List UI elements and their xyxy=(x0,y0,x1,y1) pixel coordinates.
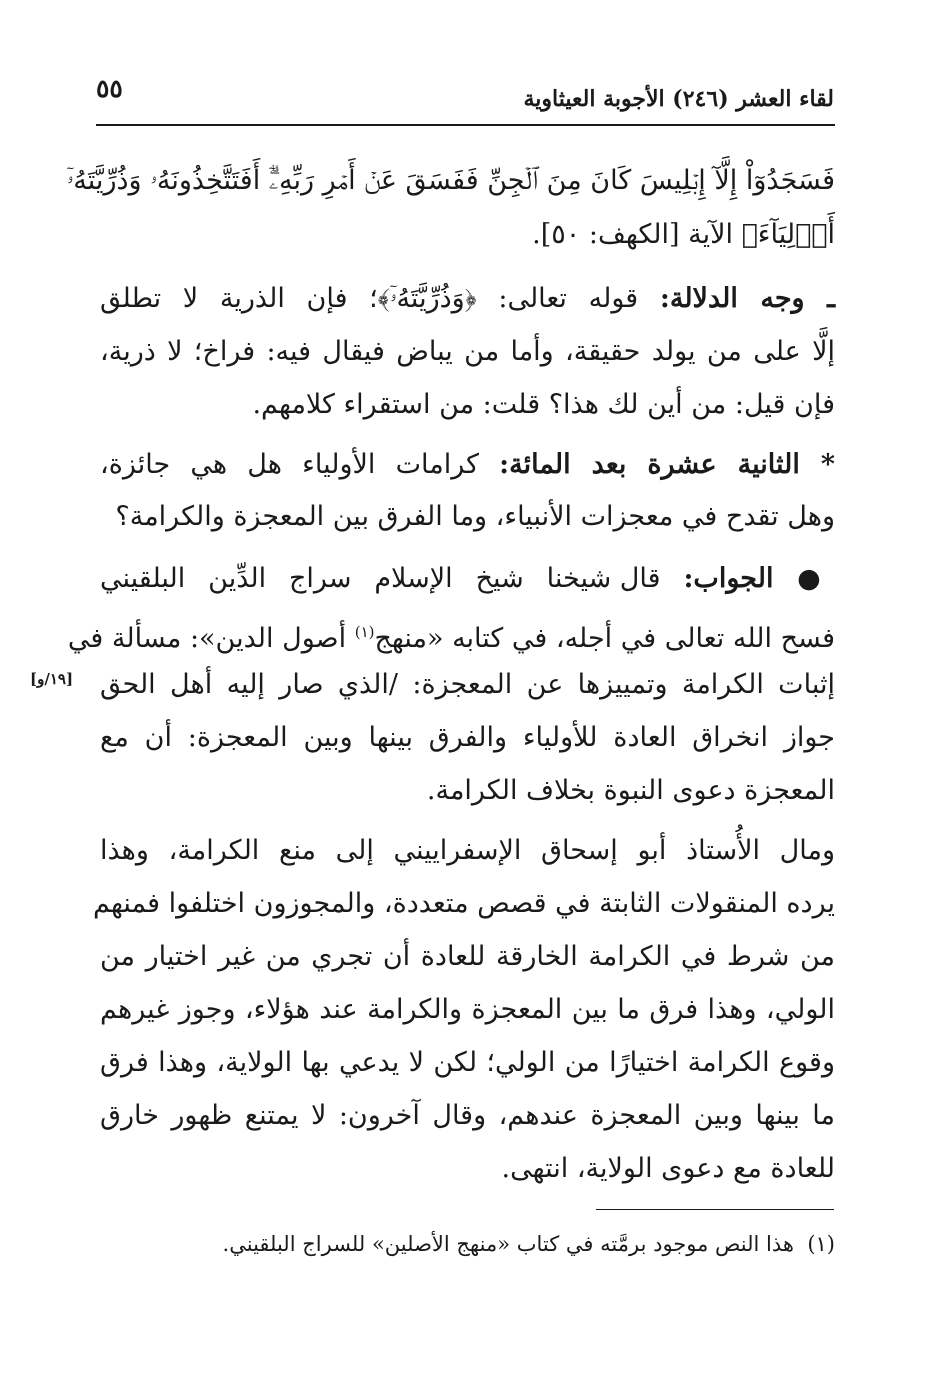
quran-line-2: أَوۡلِيَآءَ﴾ الآية [الكهف: ٥٠]. xyxy=(532,219,835,250)
dalala-lead: ـ وجه الدلالة: xyxy=(659,283,835,314)
answer-line-1-text: قال شيخنا شيخ الإسلام سراج الدِّين البلقيني xyxy=(100,563,661,594)
answer-line-2 xyxy=(67,606,835,658)
answer-line-2-a: فسح الله تعالى في أجله، في كتابه «منهج xyxy=(374,623,835,654)
question-line-1-text: كرامات الأولياء هل هي جائزة، xyxy=(100,449,479,480)
answer-line-2-b: أصول الدين»: مسألة في xyxy=(67,623,347,654)
running-header xyxy=(96,72,834,122)
footnote-marker: (١) xyxy=(807,1232,835,1256)
running-title: لقاء العشر (٢٤٦) الأجوبة العيثاوية xyxy=(523,86,834,112)
para2-line-5: وقوع الكرامة اختيارًا من الولي؛ لكن لا يدعي بها الولاية، وهذا فرق xyxy=(100,1047,835,1078)
para2-line-4: الولي، وهذا فرق ما بين المعجزة والكرامة عند هؤلاء، وجوز غيرهم xyxy=(100,994,835,1025)
answer-lead: ● الجواب: xyxy=(683,563,836,594)
footnote-rule xyxy=(596,1209,834,1210)
answer-line-4: جواز انخراق العادة للأولياء والفرق بينها وبين المعجزة: أن مع xyxy=(100,722,835,753)
para2-line-7: للعادة مع دعوى الولاية، انتهى. xyxy=(501,1153,835,1184)
para2-line-1: ومال الأُستاذ أبو إسحاق الإسفراييني إلى منع الكرامة، وهذا xyxy=(100,835,835,866)
para2-line-3: من شرط في الكرامة الخارقة للعادة أن تجري من غير اختيار من xyxy=(100,941,835,972)
footnote-text: هذا النص موجود برمَّته في كتاب «منهج الأصلين» للسراج البلقيني. xyxy=(222,1232,794,1256)
question-line-1 xyxy=(100,439,835,491)
header-rule xyxy=(96,124,835,126)
para2-line-6: ما بينها وبين المعجزة عندهم، وقال آخرون: لا يمتنع ظهور خارق xyxy=(100,1100,835,1131)
dalala-line-1-text: قوله تعالى: ﴿وَذُرِّيَّتَهُۥٓ﴾؛ فإن الذرية لا تطلق xyxy=(100,283,639,314)
page-number: ٥٥ xyxy=(96,74,123,103)
dalala-line-2: إلَّا على من يولد حقيقة، وأما من يباض فيقال فيه: فراخ؛ لا ذرية، xyxy=(100,336,835,367)
margin-folio-note: [١٩/و] xyxy=(30,670,74,688)
dalala-line-1 xyxy=(100,273,835,325)
footnote-ref: (١) xyxy=(354,623,375,641)
para2-line-2: يرده المنقولات الثابتة في قصص متعددة، والمجوزون اختلفوا فمنهم xyxy=(92,888,835,919)
answer-line-3: إثبات الكرامة وتمييزها عن المعجزة: /الذي صار إليه أهل الحق xyxy=(100,669,835,700)
footnote xyxy=(100,1232,835,1256)
question-line-2: وهل تقدح في معجزات الأنبياء، وما الفرق بين المعجزة والكرامة؟ xyxy=(115,501,835,532)
question-lead: * الثانية عشرة بعد المائة: xyxy=(499,449,835,480)
quran-line-1: فَسَجَدُوٓاْ إِلَّآ إِبۡلِيسَ كَانَ مِنَ ٱلۡجِنِّ فَفَسَقَ عَنۡ أَمۡرِ رَبِّهِۦٓۗ أَفَتَتَّخِذُونَهُۥ وَذُرِّيَّتَهُۥٓ xyxy=(66,165,835,196)
answer-line-5: المعجزة دعوى النبوة بخلاف الكرامة. xyxy=(426,775,835,806)
answer-line-1 xyxy=(100,553,835,605)
dalala-line-3: فإن قيل: من أين لك هذا؟ قلت: من استقراء كلامهم. xyxy=(252,389,835,420)
